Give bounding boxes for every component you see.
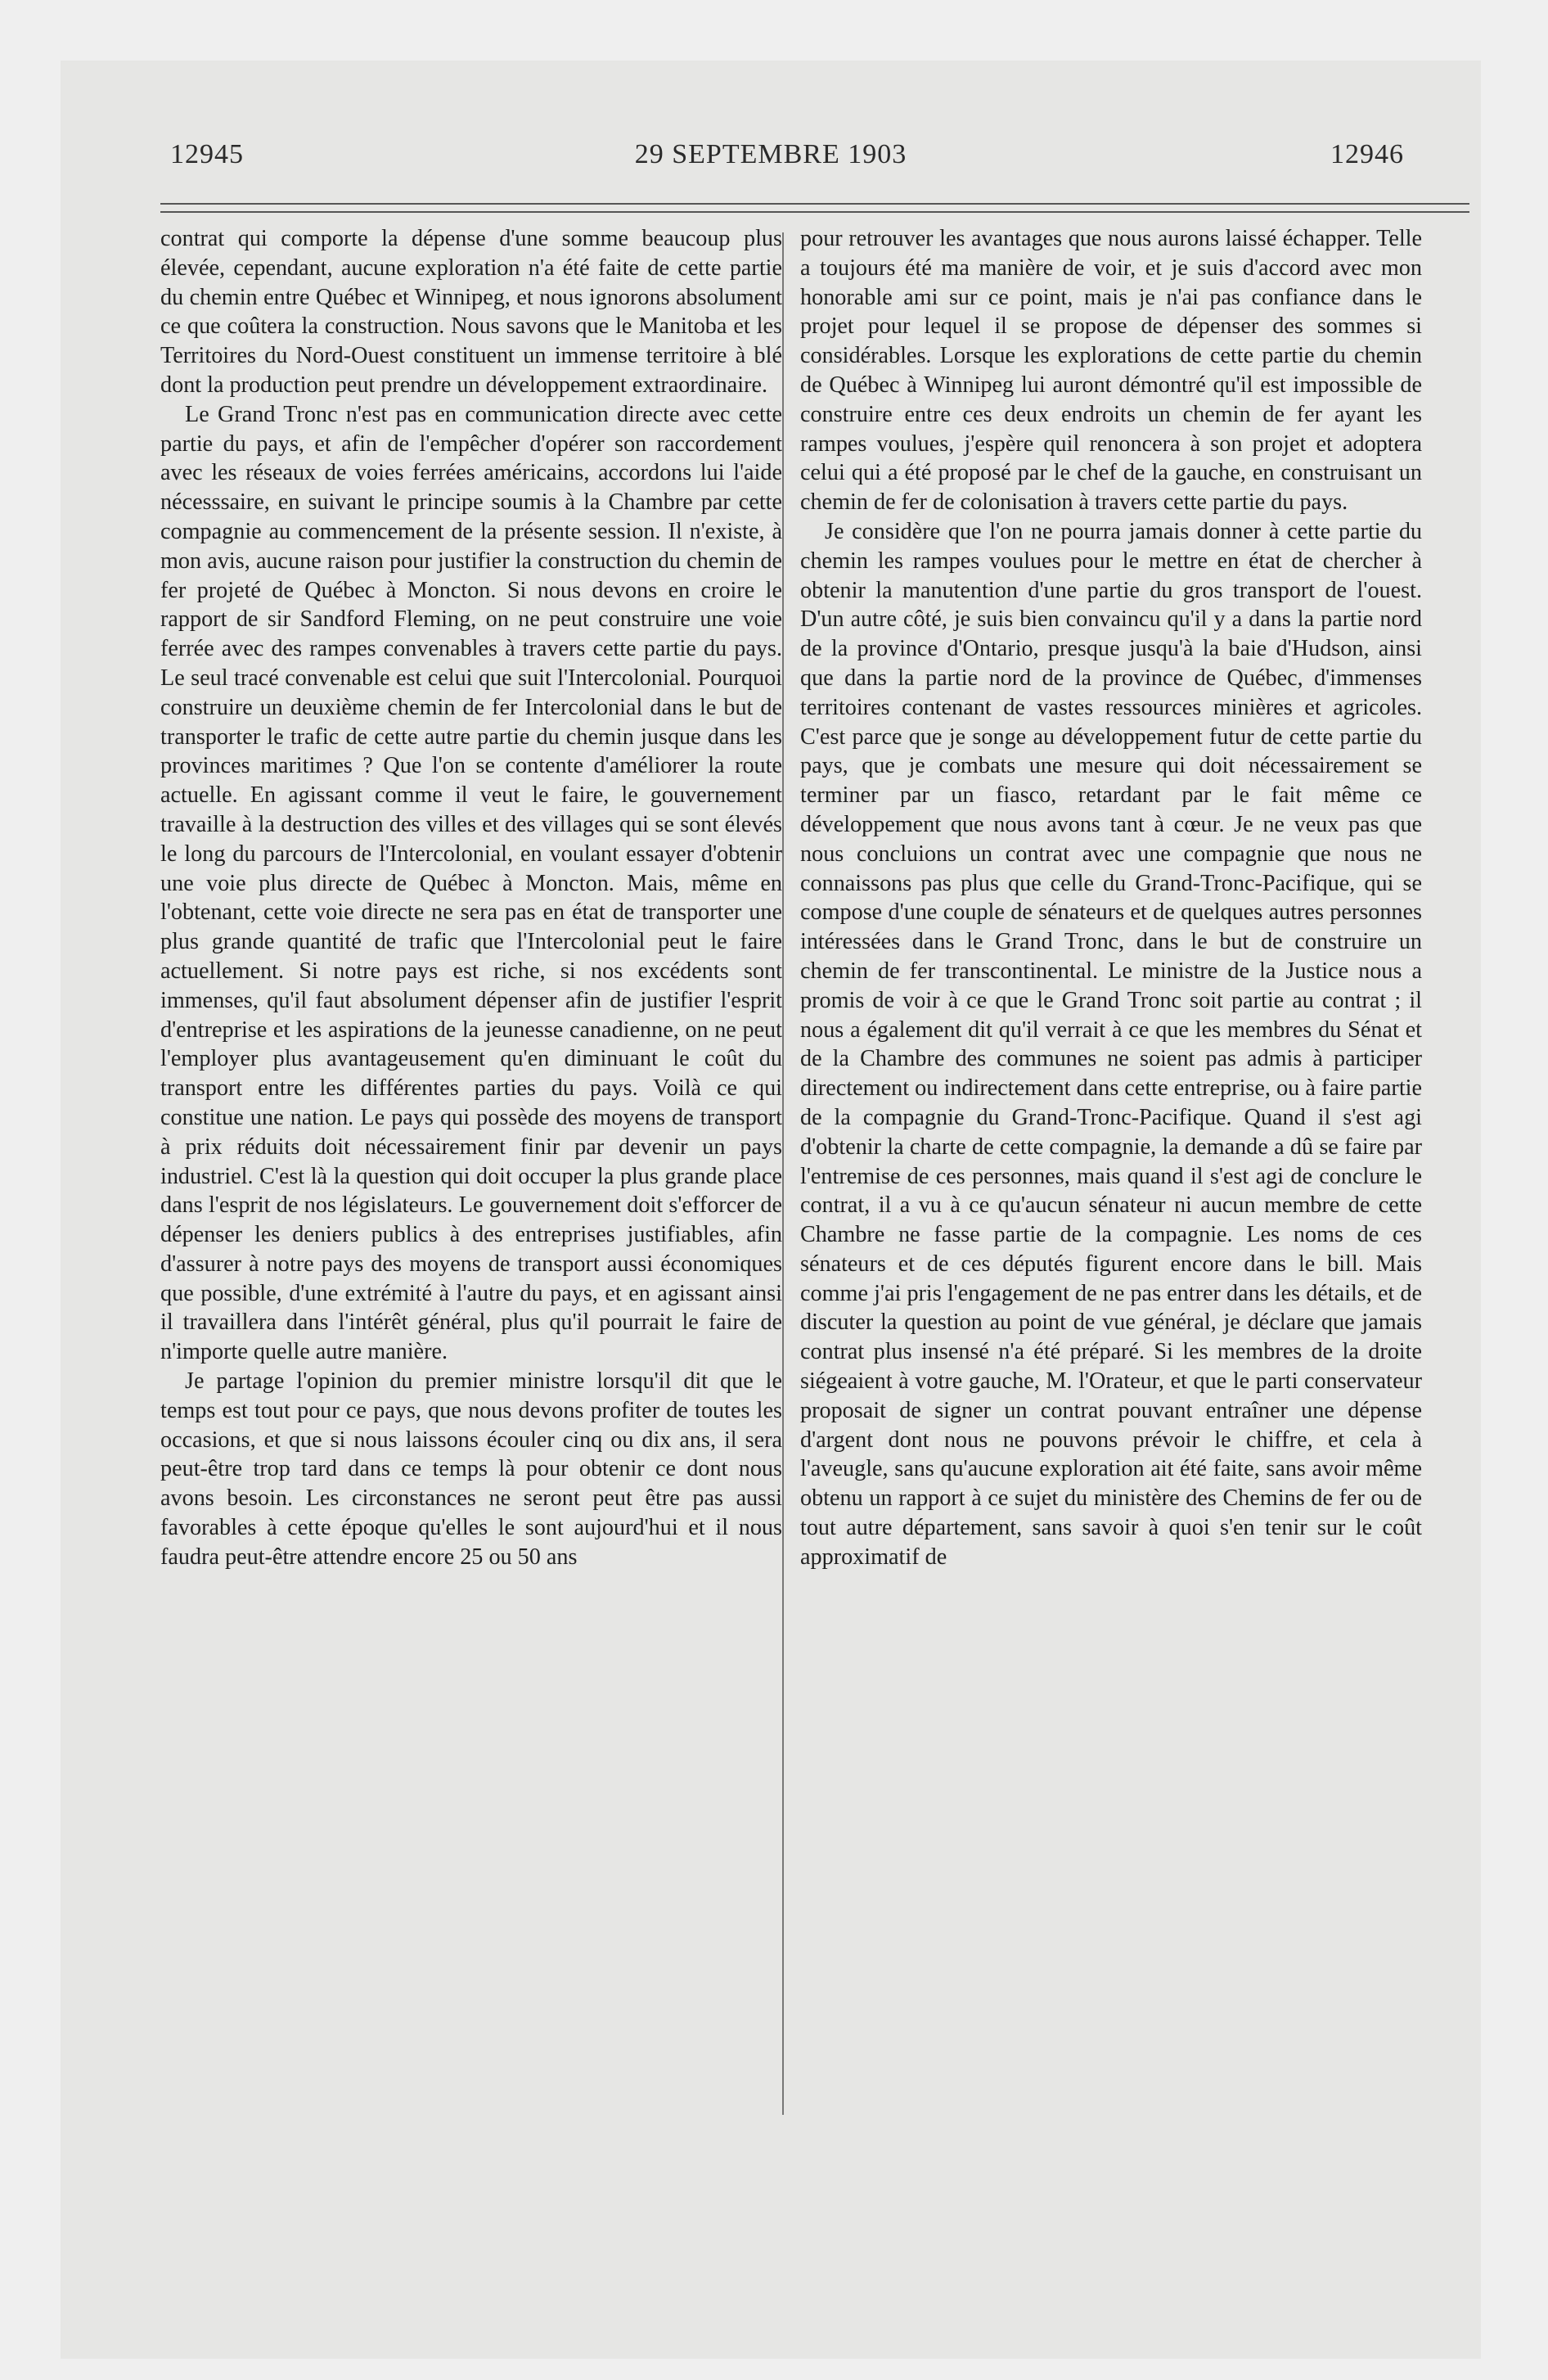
page-date: 29 SEPTEMBRE 1903 — [634, 139, 907, 169]
document-page — [61, 61, 1481, 2359]
right-column — [800, 224, 1422, 1572]
header-rule-top — [160, 203, 1469, 205]
right-paragraph-1: pour retrouver les avantages que nous aurons laissé échapper. Telle a toujours été ma manière de voir, et je suis d'accord avec mon honorable ami sur ce point, mais je n'ai pas confiance dans le projet pour lequel il se propose de dépenser des sommes si considérables. Lorsque les explorations de cette partie du chemin de Québec à Winnipeg lui auront démontré qu'il est impossible de construire entre ces deux endroits un chemin de fer ayant les rampes voulues, j'espère quil renoncera à son projet et adoptera celui qui a été proposé par le chef de la gauche, en construisant un chemin de fer de colonisation à travers cette partie du pays. — [800, 226, 1422, 516]
header-rule-bottom — [160, 211, 1469, 213]
right-paragraph-2: Je considère que l'on ne pourra jamais donner à cette partie du chemin les rampes voulues pour le mettre en état de chercher à obtenir la manutention d'une partie du gros transport de l'ouest. D'un autre côté, je suis bien convaincu qu'il y a dans la partie nord de la province d'Ontario, presque jusqu'à la baie d'Hudson, ainsi que dans la partie nord de la province de Québec, d'immenses territoires contenant de vastes ressources minières et agricoles. C'est parce que je songe au développement futur de cette partie du pays, que je combats une mesure qui doit nécessairement se terminer par un fiasco, retardant par le fait même ce développement que nous avons tant à cœur. Je ne veux pas que nous concluions un contrat avec une compagnie que nous ne connaissons pas plus que celle du Grand-Tronc-Pacifique, qui se compose d'une couple de sénateurs et de quelques autres personnes intéressées dans le Grand Tronc, dans le but de construire un chemin de fer transcontinental. Le ministre de la Justice nous a promis de voir à ce que le Grand Tronc soit partie au contrat ; il nous a également dit qu'il verrait à ce que les membres du Sénat et de la Chambre des communes ne soient pas admis à participer directement ou indirectement dans cette entreprise, ou à faire partie de la compagnie du Grand-Tronc-Pacifique. Quand il s'est agi d'obtenir la charte de cette compagnie, la demande a dû se faire par l'entremise de ces personnes, mais quand il s'est agi de conclure le contrat, il a vu à ce qu'aucun sénateur ni aucun membre de cette Chambre ne fasse partie de la compagnie. Les noms de ces sénateurs et de ces députés figurent encore dans le bill. Mais comme j'ai pris l'engagement de ne pas entrer dans les détails, et de discuter la question au point de vue général, je déclare que jamais contrat plus insensé n'a été préparé. Si les membres de la droite siégeaient à votre gauche, M. l'Orateur, et que le parti conservateur proposait de signer un contrat pouvant entraîner une dépense d'argent dont nous ne pouvons prévoir le chiffre, et cela à l'aveugle, sans qu'aucune exploration ait été faite, sans avoir même obtenu un rapport à ce sujet du ministère des Chemins de fer ou de tout autre département, sans savoir à quoi s'en tenir sur le coût approximatif de — [800, 518, 1422, 1570]
column-divider — [782, 232, 784, 2115]
page-header — [61, 139, 1481, 188]
left-paragraph-1: contrat qui comporte la dépense d'une somme beaucoup plus élevée, cependant, aucune exploration n'a été faite de cette partie du chemin entre Québec et Winnipeg, et nous ignorons absolument ce que coûtera la construction. Nous savons que le Manitoba et les Territoires du Nord-Ouest constituent un immense territoire à blé dont la production peut prendre un développement extraordinaire. — [160, 226, 782, 398]
page-number-left: 12945 — [170, 139, 244, 169]
left-paragraph-3: Je partage l'opinion du premier ministre lorsqu'il dit que le temps est tout pour ce pays, que nous devons profiter de toutes les occasions, et que si nous laissons écouler cinq ou dix ans, il sera peut-être trop tard dans ce temps là pour obtenir ce dont nous avons besoin. Les circonstances ne seront peut être pas aussi favorables à cette époque qu'elles le sont aujourd'hui et il nous faudra peut-être attendre encore 25 ou 50 ans — [160, 1368, 782, 1570]
left-paragraph-2: Le Grand Tronc n'est pas en communication directe avec cette partie du pays, et afin de l'empêcher d'opérer son raccordement avec les réseaux de voies ferrées américains, accordons lui l'aide nécesssaire, en suivant le principe soumis à la Chambre par cette compagnie au commencement de la présente session. Il n'existe, à mon avis, aucune raison pour justifier la construction du chemin de fer projeté de Québec à Moncton. Si nous devons en croire le rapport de sir Sandford Fleming, on ne peut construire une voie ferrée avec des rampes convenables à travers cette partie du pays. Le seul tracé convenable est celui que suit l'Intercolonial. Pourquoi construire un deuxième chemin de fer Intercolonial dans le but de transporter le trafic de cette autre partie du chemin jusque dans les provinces maritimes ? Que l'on se contente d'améliorer la route actuelle. En agissant comme il veut le faire, le gouvernement travaille à la destruction des villes et des villages qui se sont élevés le long du parcours de l'Intercolonial, en voulant essayer d'obtenir une voie plus directe de Québec à Moncton. Mais, même en l'obtenant, cette voie directe ne sera pas en état de transporter une plus grande quantité de trafic que l'Intercolonial peut le faire actuellement. Si notre pays est riche, si nos excédents sont immenses, qu'il faut absolument dépenser afin de justifier l'esprit d'entreprise et les aspirations de la jeunesse canadienne, on ne peut l'employer plus avantageusement qu'en diminuant le coût du transport entre les différentes parties du pays. Voilà ce qui constitue une nation. Le pays qui possède des moyens de transport à prix réduits doit nécessairement finir par devenir un pays industriel. C'est là la question qui doit occuper la plus grande place dans l'esprit de nos législateurs. Le gouvernement doit s'efforcer de dépenser les deniers publics à des entreprises justifiables, afin d'assurer à notre pays des moyens de transport aussi économiques que possible, d'une extrémité à l'autre du pays, et en agissant ainsi il travaillera dans l'intérêt général, plus qu'il pourrait le faire de n'importe quelle autre manière. — [160, 401, 782, 1365]
left-column — [160, 224, 782, 1572]
page-number-right: 12946 — [1330, 139, 1404, 169]
